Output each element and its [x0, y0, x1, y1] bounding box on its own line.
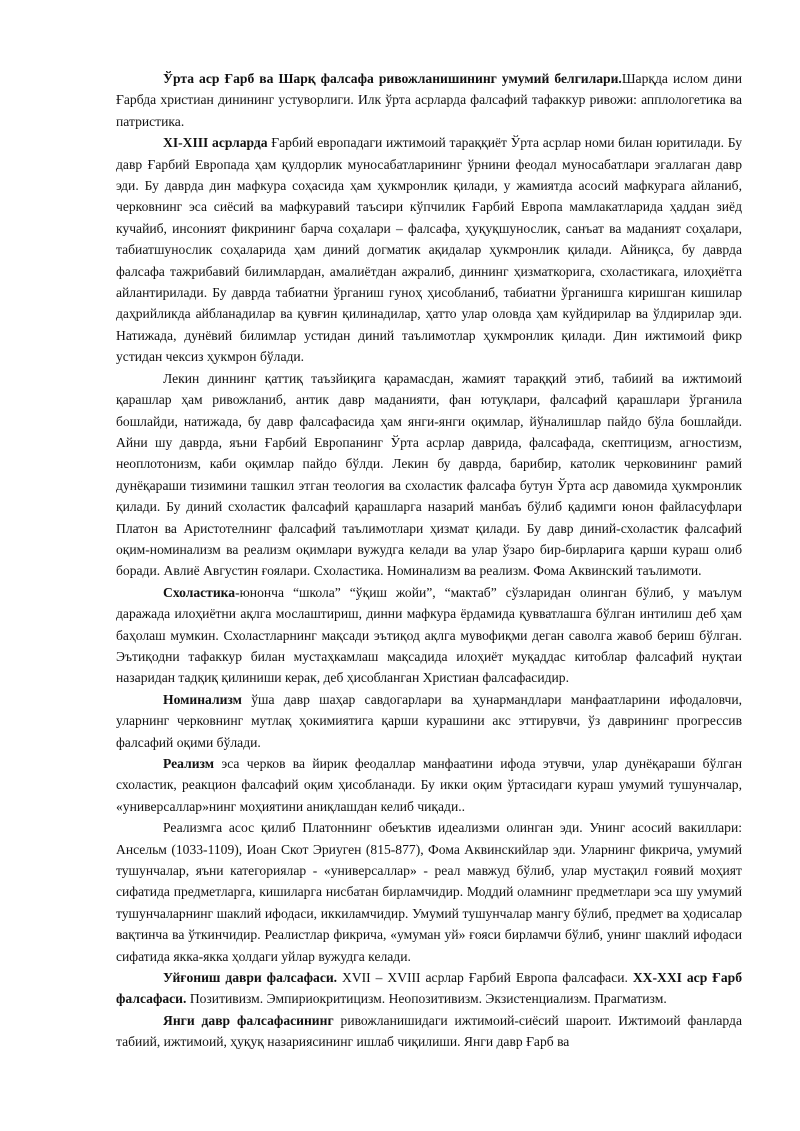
paragraph-realism-basis [116, 817, 742, 967]
paragraph-modern-era [116, 1010, 742, 1053]
paragraph-text: Ғарбий европадаги ижтимоий тараққиёт Ўрта асрлар номи билан юритилади. Бу давр Ғарбий Европада ҳам қулдорлик муносабатларининг ўрнини феодал муносабатлари эгаллаган давр эди. Бу даврда дин мафкура соҳасида ҳам ҳукмронлик қилади, у жамиятда асосий мафкурага айланиб, черковнинг эса сиёсий ва мафкуравий таъсири кўпчилик Ғарбий Европа мамлакатларида ҳаддан зиёд кучайиб, инсоният фикрининг барча соҳалари – фалсафа, ҳуқуқшунослик, санъат ва маданият соҳалари, табиатшунослик соҳаларида ҳам диний догматик ақидалар ҳукмронлик қилади. Айниқса, бу даврда фалсафа тажрибавий билимлардан, амалиётдан ажралиб, диннинг ҳизматкорига, схоластикага, илоҳиётга айлантирилади. Бу даврда табиатни ўрганиш гуноҳ ҳисобланиб, табиатни ўрганишга киришган кишилар даҳрийликда айбланадилар ва қувғин қилинадилар, ҳатто улар оловда ҳам куйдирилар ва ўлдирилар эди. Натижада, дунёвий билимлар устидан диний таълимотлар ҳукмронлик қилади. Дин ижтимоий фикр устидан чексиз ҳукмрон бўлади. [116, 135, 742, 365]
paragraph-text: XVII – XVIII асрлар Ғарбий Европа фалсафаси. [337, 970, 633, 986]
paragraph-text: ўша давр шаҳар савдогарлари ва ҳунармандлари манфаатларини ифодаловчи, уларнинг черковнинг мутлақ ҳокимиятига қарши курашини акс эттирувчи, ўз даврининг прогрессив фалсафий оқими бўлади. [116, 691, 742, 750]
paragraph-text: Позитивизм. Эмпириокритицизм. Неопозитивизм. Экзистенциализм. Прагматизм. [186, 991, 667, 1007]
bold-term: Реализм [163, 756, 215, 771]
paragraph-scholasticism [116, 582, 742, 689]
paragraph-realism [116, 753, 742, 817]
bold-heading: XI-XIII асрларда [163, 135, 268, 151]
paragraph-medieval-philosophy-heading [116, 68, 742, 132]
bold-heading: XX-XXI аср Ғарб фалсафаси. [116, 970, 742, 1007]
bold-heading: Ўрта аср Ғарб ва Шарқ фалсафа ривожланишининг умумий белгилари. [163, 71, 622, 86]
bold-term: Номинализм [163, 691, 242, 707]
document-page [116, 68, 742, 1053]
paragraph-nominalism [116, 689, 742, 753]
paragraph-text: ривожланишидаги ижтимоий-сиёсий шароит. Ижтимоий фанларда табиий, ижтимоий, ҳуқуқ назариясининг ишлаб чиқилиши. Янги давр Ғарб ва [116, 1012, 742, 1050]
paragraph-religious-pressure [116, 368, 742, 582]
paragraph-text: Реализмга асос қилиб Платоннинг обеъктив идеализми олинган эди. Унинг асосий вакиллари: Ансельм (1033-1109), Иоан Скот Эриуген (815-877), Фома Аквинскийлар эди. Уларнинг фикрича, умумий тушунчалар, яъни категориялар - «универсаллар» - реал мавжуд бўлиб, улар мустақил ғоявий моҳият сифатида предметларга, кишиларга нисбатан бирламчидир. Моддий оламнинг предметлари эса шу умумий тушунчаларнинг шаклий ифодаси, иккиламчидир. Умумий тушунчалар мангу бўлиб, предмет ва ҳодисалар вақтинча ва ўткинчидир. Реалистлар фикрича, «умуман уй» ғояси бирламчи бўлиб, унинг шаклий ифодаси сифатида якка-якка ҳолдаги уйлар вужудга келади. [116, 820, 742, 964]
paragraph-xi-xiii-centuries [116, 132, 742, 367]
bold-heading: Уйғониш даври фалсафаси. [163, 970, 338, 986]
paragraph-text: Шарқда ислом дини Ғарбда христиан динининг устуворлиги. Илк ўрта асрларда фалсафий тафаккур ривожи: апплологетика ва патристика. [116, 71, 742, 129]
paragraph-renaissance [116, 967, 742, 1010]
bold-term: Схоластика [163, 584, 236, 600]
paragraph-text: Лекин диннинг қаттиқ таъзйиқига қарамасдан, жамият тараққий этиб, табиий ва ижтимоий қарашлар ҳам ривожланиб, антик давр маданияти, фан ютуқлари, фалсафий қарашлари ўрганила бошлайди, натижада, бу давр фалсафасида ҳам янги-янги оқимлар, йўналишлар пайдо бўла бошлайди. Айни шу даврда, яъни Ғарбий Европанинг Ўрта асрлар даврида, фалсафада, скептицизм, агностизм, неоплотонизм, каби оқимлар пайдо бўлди. Лекин бу даврда, барибир, католик черковининг рамий дунёқараши тизимини ташкил этган теология ва схоластик фалсафа бутун Ўрта аср давомида ҳукмронлик қилади. Бу диний схоластик фалсафий қарашларга назарий манбаъ бўлиб қадимги юнон файласуфлари Платон ва Аристотелнинг фалсафий таълимотлари ҳизмат қилади. Бу давр диний-схоластик фалсафий оқим-номинализм ва реализм оқимлари вужудга келади ва улар ўзаро бир-бирларига қарши кураш олиб боради. Авлиё Августин ғоялари. Схоластика. Номинализм ва реализм. Фома Аквинский таълимоти. [116, 370, 742, 579]
bold-heading: Янги давр фалсафасининг [163, 1012, 334, 1028]
paragraph-text: -юнонча “школа” “ўқиш жойи”, “мактаб” сўзларидан олинган бўлиб, у маълум даражада илоҳиётни ақлга мослаштириш, динни мафкура ёрдамида қувватлашга бўлган интилиш деб ҳам баҳолаш мумкин. Схоластларнинг мақсади эътиқод ақлга мувофиқми деган саволга жавоб бериш бўлган. Эътиқодни тафаккур билан мустаҳкамлаш мақсадида илоҳиёт муқаддас китоблар фалсафий нуқтаи назаридан тадқиқ қилиниши керак, деб ҳисобланган Христиан фалсафасидир. [116, 584, 742, 686]
paragraph-text: эса черков ва йирик феодаллар манфаатини ифода этувчи, улар дунёқараши бўлган схоластик, реакцион фалсафий оқим ҳисобланади. Бу икки оқим ўртасидаги кураш умумий тушунчалар, «универсаллар»нинг моҳиятини аниқлашдан келиб чиқади.. [116, 756, 742, 814]
